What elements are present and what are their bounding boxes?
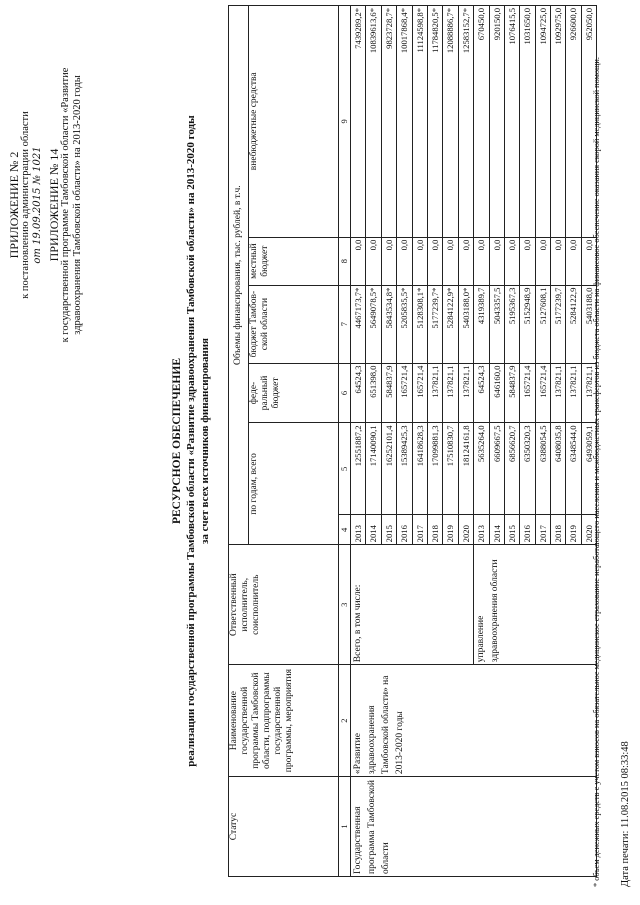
table-body [351, 6, 597, 877]
year-cell: 2019 [566, 515, 581, 545]
extrabudget-cell: 1094725,0 [535, 6, 550, 238]
extrabudget-cell: 10017868,4* [397, 6, 412, 238]
federal-cell: 584837,9 [504, 363, 519, 423]
title-line-2: реализации государственной программы Тамбовской области «Развитие здравоохранения Тамбовской области» на 2013-2020 годы [185, 115, 197, 767]
header-local: местный бюджет [249, 237, 339, 285]
total-cell: 18124161,8 [458, 423, 473, 515]
extrabudget-cell: 12088886,7* [443, 6, 458, 238]
executor-total: Всего, в том числе: [351, 545, 474, 665]
year-cell: 2014 [366, 515, 381, 545]
extrabudget-cell: 670450,0 [474, 6, 489, 238]
local-cell: 0,0 [427, 237, 442, 285]
regional-cell: 5152948,9 [520, 285, 535, 363]
appendix-number: ПРИЛОЖЕНИЕ № 2 [7, 151, 21, 259]
total-cell: 6408035,8 [551, 423, 566, 515]
appendix-program-2: здравоохранения Тамбовской области» на 2013-2020 годы [72, 75, 83, 335]
federal-cell: 165721,4 [520, 363, 535, 423]
appendix-program-1: к государственной программе Тамбовской области «Развитие [60, 67, 71, 343]
executor-health-department: управление здравоохранения области [474, 545, 597, 665]
header-extra: внебюджетные средства [249, 6, 339, 238]
extrabudget-cell: 952050,0 [581, 6, 596, 238]
program-name-cell: «Развитие здравоохранения Тамбовской области» на 2013-2020 годы [351, 665, 597, 777]
resource-table [228, 5, 597, 877]
local-cell: 0,0 [381, 237, 396, 285]
regional-cell: 5284122,9* [443, 285, 458, 363]
total-cell: 6388054,5 [535, 423, 550, 515]
year-cell: 2014 [489, 515, 504, 545]
extrabudget-cell: 11784820,5* [427, 6, 442, 238]
federal-cell: 165721,4 [412, 363, 427, 423]
regional-cell: 4467173,7* [351, 285, 366, 363]
regional-cell: 5205835,5* [397, 285, 412, 363]
year-cell: 2017 [412, 515, 427, 545]
total-cell: 6493059,1 [581, 423, 596, 515]
extrabudget-cell: 11124598,8* [412, 6, 427, 238]
total-cell: 16418628,3 [412, 423, 427, 515]
total-cell: 17510830,7 [443, 423, 458, 515]
regional-cell: 5284122,9 [566, 285, 581, 363]
local-cell: 0,0 [566, 237, 581, 285]
extrabudget-cell: 7439289,2* [351, 6, 366, 238]
header-status: Статус [229, 777, 339, 877]
col-number: 3 [339, 545, 351, 665]
col-number: 4 [339, 515, 351, 545]
column-numbers-row [339, 6, 351, 877]
local-cell: 0,0 [581, 237, 596, 285]
regional-cell: 4319389,7 [474, 285, 489, 363]
table-row [351, 6, 366, 877]
year-cell: 2015 [381, 515, 396, 545]
total-cell: 6348544,0 [566, 423, 581, 515]
total-cell: 6350320,3 [520, 423, 535, 515]
regional-cell: 5403188,0 [581, 285, 596, 363]
year-cell: 2016 [520, 515, 535, 545]
extrabudget-cell: 926600,0 [566, 6, 581, 238]
header-name: Наименование государственной программы Тамбовской области, подпрограммы государственной программы, мероприятия [229, 665, 339, 777]
federal-cell: 165721,4 [397, 363, 412, 423]
col-number: 2 [339, 665, 351, 777]
extrabudget-cell: 12583152,7* [458, 6, 473, 238]
col-number: 5 [339, 423, 351, 515]
regional-cell: 5043357,5 [489, 285, 504, 363]
appendix-handwritten-date: от 19.09.2015 № 1021 [32, 146, 43, 264]
total-cell: 16252101,4 [381, 423, 396, 515]
total-cell: 12551887,2 [351, 423, 366, 515]
total-cell: 5635264,0 [474, 423, 489, 515]
regional-cell: 5177239,7 [551, 285, 566, 363]
federal-cell: 137821,1 [551, 363, 566, 423]
status-cell: Государственная программа Тамбовской области [351, 777, 597, 877]
col-number: 1 [339, 777, 351, 877]
federal-cell: 165721,4 [535, 363, 550, 423]
local-cell: 0,0 [366, 237, 381, 285]
federal-cell: 137821,1 [581, 363, 596, 423]
year-cell: 2020 [581, 515, 596, 545]
regional-cell: 5128308,1* [412, 285, 427, 363]
total-cell: 15389425,3 [397, 423, 412, 515]
extrabudget-cell: 1092975,0 [551, 6, 566, 238]
total-cell: 17140090,1 [366, 423, 381, 515]
extrabudget-cell: 9823728,7* [381, 6, 396, 238]
year-cell: 2016 [397, 515, 412, 545]
local-cell: 0,0 [520, 237, 535, 285]
federal-cell: 651398,0 [366, 363, 381, 423]
local-cell: 0,0 [535, 237, 550, 285]
local-cell: 0,0 [458, 237, 473, 285]
regional-cell: 5127608,1 [535, 285, 550, 363]
local-cell: 0,0 [551, 237, 566, 285]
federal-cell: 137821,1 [458, 363, 473, 423]
regional-cell: 5649078,5* [366, 285, 381, 363]
year-cell: 2018 [427, 515, 442, 545]
header-volumes: Объемы финансирования, тыс. рублей, в т.ч. [229, 6, 249, 545]
col-number: 7 [339, 285, 351, 363]
print-date: Дата печати: 11.08.2015 08:33:48 [620, 741, 631, 887]
year-cell: 2017 [535, 515, 550, 545]
col-number: 6 [339, 363, 351, 423]
regional-cell: 5403188,0* [458, 285, 473, 363]
year-cell: 2020 [458, 515, 473, 545]
local-cell: 0,0 [397, 237, 412, 285]
total-cell: 17099881,3 [427, 423, 442, 515]
extrabudget-cell: 10839613,6* [366, 6, 381, 238]
federal-cell: 137821,1 [427, 363, 442, 423]
federal-cell: 64524,3 [351, 363, 366, 423]
local-cell: 0,0 [443, 237, 458, 285]
title-line-3: за счет всех источников финансирования [199, 338, 211, 545]
year-cell: 2018 [551, 515, 566, 545]
federal-cell: 137821,1 [443, 363, 458, 423]
federal-cell: 64524,3 [474, 363, 489, 423]
regional-cell: 5177239,7* [427, 285, 442, 363]
appendix-decree: к постановлению администрации области [20, 111, 31, 299]
footnote: * объем денежных средств с учетом взносов на обязательное медицинское страхование неработающего населения и межбюджетных трансфертов из бюджета области на финансовое обеспечение оказания скорой медицинской помощи. [592, 57, 601, 887]
total-cell: 6609667,5 [489, 423, 504, 515]
federal-cell: 584837,9 [381, 363, 396, 423]
header-by-years: по годам, всего [249, 423, 339, 545]
total-cell: 6856620,7 [504, 423, 519, 515]
appendix-block [8, 25, 84, 385]
header-executor: Ответственный исполнитель, соисполнитель [229, 545, 339, 665]
header-regional: бюджет Тамбов-ской области [249, 285, 339, 363]
regional-cell: 5843534,8* [381, 285, 396, 363]
regional-cell: 5195367,3 [504, 285, 519, 363]
col-number: 8 [339, 237, 351, 285]
extrabudget-cell: 920150,0 [489, 6, 504, 238]
col-number: 9 [339, 6, 351, 238]
header-federal: феде-ральный бюджет [249, 363, 339, 423]
year-cell: 2013 [351, 515, 366, 545]
year-cell: 2019 [443, 515, 458, 545]
extrabudget-cell: 1076415,5 [504, 6, 519, 238]
local-cell: 0,0 [489, 237, 504, 285]
year-cell: 2013 [474, 515, 489, 545]
federal-cell: 137821,1 [566, 363, 581, 423]
year-cell: 2015 [504, 515, 519, 545]
local-cell: 0,0 [474, 237, 489, 285]
appendix-14: ПРИЛОЖЕНИЕ № 14 [47, 148, 61, 262]
extrabudget-cell: 1031650,0 [520, 6, 535, 238]
federal-cell: 646160,0 [489, 363, 504, 423]
title-line-1: РЕСУРСНОЕ ОБЕСПЕЧЕНИЕ [171, 358, 183, 525]
document-title [170, 5, 212, 877]
local-cell: 0,0 [351, 237, 366, 285]
local-cell: 0,0 [412, 237, 427, 285]
local-cell: 0,0 [504, 237, 519, 285]
